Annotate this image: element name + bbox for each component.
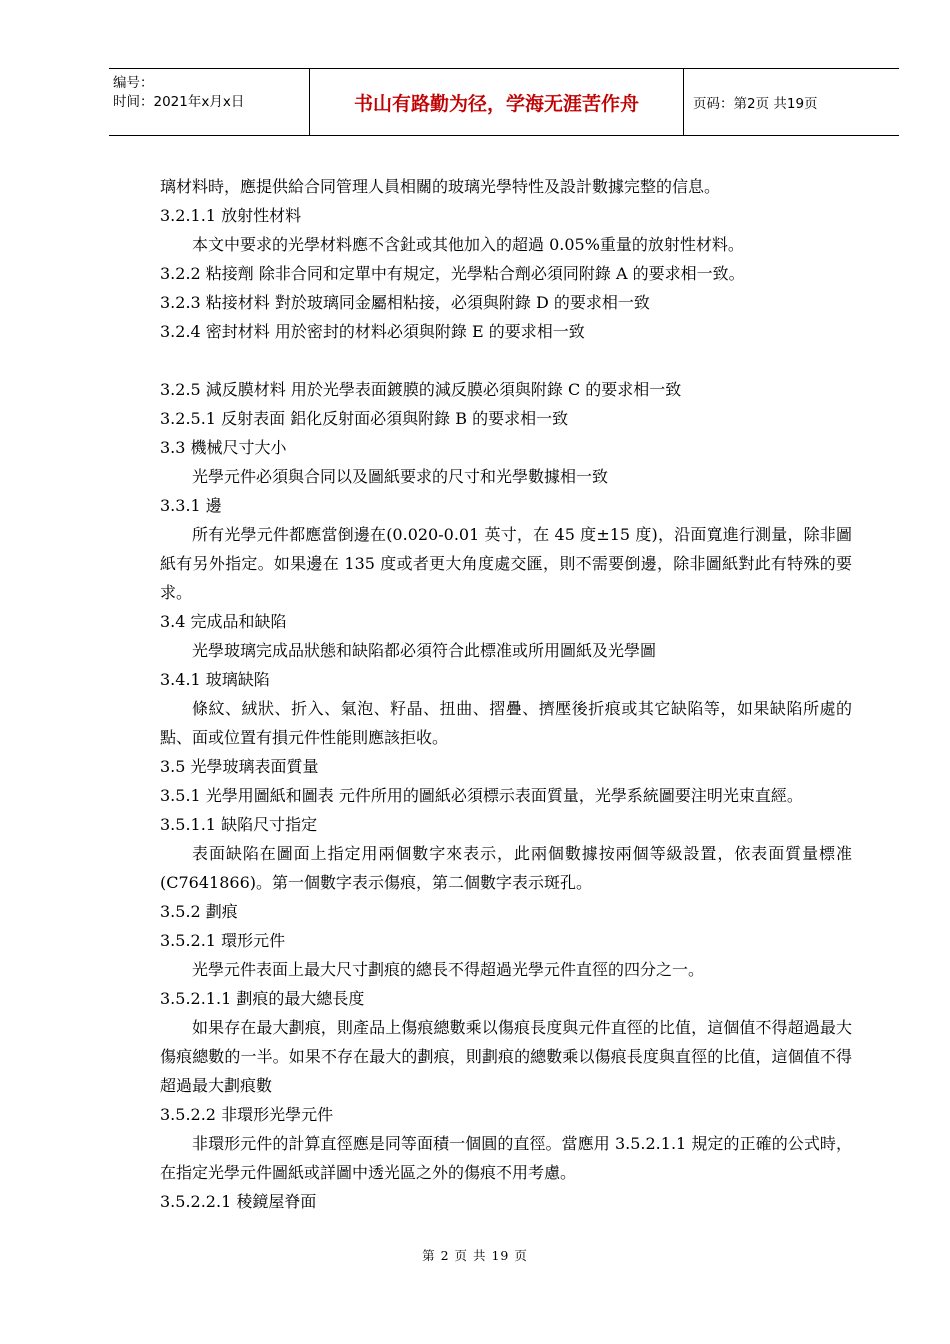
paragraph: 所有光學元件都應當倒邊在(0.020-0.01 英寸，在 45 度±15 度)，沿面寬進行測量，除非圖紙有另外指定。如果邊在 135 度或者更大角度處交匯，則不需要倒邊，除非圖紙對此有特殊的要求。	[160, 525, 852, 602]
paragraph: 3.5.1 光學用圖紙和圖表 元件所用的圖紙必須標示表面質量，光學系統圖要注明光束直經。	[160, 786, 803, 805]
paragraph: 3.5 光學玻璃表面質量	[160, 757, 319, 776]
paragraph: 3.2.4 密封材料 用於密封的材料必須與附錄 E 的要求相一致	[160, 322, 585, 341]
paragraph: 3.5.2.2.1 稜鏡屋脊面	[160, 1192, 317, 1211]
paragraph: 如果存在最大劃痕，則產品上傷痕總數乘以傷痕長度與元件直徑的比值，這個值不得超過最大傷痕總數的一半。如果不存在最大的劃痕，則劃痕的總數乘以傷痕長度與直徑的比值，這個值不得超過最大劃痕數	[160, 1018, 852, 1095]
document-date: 时间：2021年x月x日	[113, 94, 245, 110]
document-number-label: 编号：	[113, 75, 154, 91]
header-meta	[109, 69, 310, 135]
paragraph: 非環形元件的計算直徑應是同等面積一個圓的直徑。當應用 3.5.2.1.1 規定的正確的公式時，在指定光學元件圖紙或詳圖中透光區之外的傷痕不用考慮。	[160, 1134, 852, 1182]
paragraph: 3.5.1.1 缺陷尺寸指定	[160, 815, 318, 834]
paragraph: 3.2.3 粘接材料 對於玻璃同金屬相粘接，必須與附錄 D 的要求相一致	[160, 293, 650, 312]
paragraph: 3.3.1 邊	[160, 496, 222, 515]
header-motto: 书山有路勤为径，学海无涯苦作舟	[310, 69, 684, 135]
header-page-info: 页码：第2页 共19页	[693, 96, 818, 112]
paragraph: 3.4 完成品和缺陷	[160, 612, 287, 631]
paragraph: 3.5.2.2 非環形光學元件	[160, 1105, 334, 1124]
paragraph: 3.5.2.1 環形元件	[160, 931, 286, 950]
page-footer: 第 2 页 共 19 页	[422, 1248, 528, 1263]
blank-line	[160, 346, 852, 375]
paragraph: 光學玻璃完成品狀態和缺陷都必須符合此標准或所用圖紙及光學圖	[192, 641, 657, 660]
paragraph: 3.3 機械尺寸大小	[160, 438, 287, 457]
document-body	[160, 172, 852, 1216]
paragraph: 3.2.1.1 放射性材料	[160, 206, 302, 225]
paragraph: 3.4.1 玻璃缺陷	[160, 670, 270, 689]
paragraph: 光學元件表面上最大尺寸劃痕的總長不得超過光學元件直徑的四分之一。	[192, 960, 705, 979]
paragraph: 表面缺陷在圖面上指定用兩個數字來表示，此兩個數據按兩個等級設置，依表面質量標准(C7641866)。第一個數字表示傷痕，第二個數字表示斑孔。	[160, 844, 852, 892]
paragraph: 本文中要求的光學材料應不含釷或其他加入的超過 0.05%重量的放射性材料。	[192, 235, 744, 254]
paragraph: 璃材料時，應提供給合同管理人員相關的玻璃光學特性及設計數據完整的信息。	[160, 177, 721, 196]
paragraph: 3.5.2 劃痕	[160, 902, 238, 921]
page-header	[109, 68, 899, 136]
paragraph: 3.2.5.1 反射表面 鋁化反射面必須與附錄 B 的要求相一致	[160, 409, 569, 428]
paragraph: 光學元件必須與合同以及圖紙要求的尺寸和光學數據相一致	[192, 467, 609, 486]
paragraph: 條紋、絨狀、折入、氣泡、籽晶、扭曲、摺疊、擠壓後折痕或其它缺陷等，如果缺陷所處的點、面或位置有損元件性能則應該拒收。	[160, 699, 852, 747]
paragraph: 3.2.5 減反膜材料 用於光學表面鍍膜的減反膜必須與附錄 C 的要求相一致	[160, 380, 682, 399]
paragraph: 3.5.2.1.1 劃痕的最大總長度	[160, 989, 365, 1008]
paragraph: 3.2.2 粘接劑 除非合同和定單中有規定，光學粘合劑必須同附錄 A 的要求相一致。	[160, 264, 745, 283]
